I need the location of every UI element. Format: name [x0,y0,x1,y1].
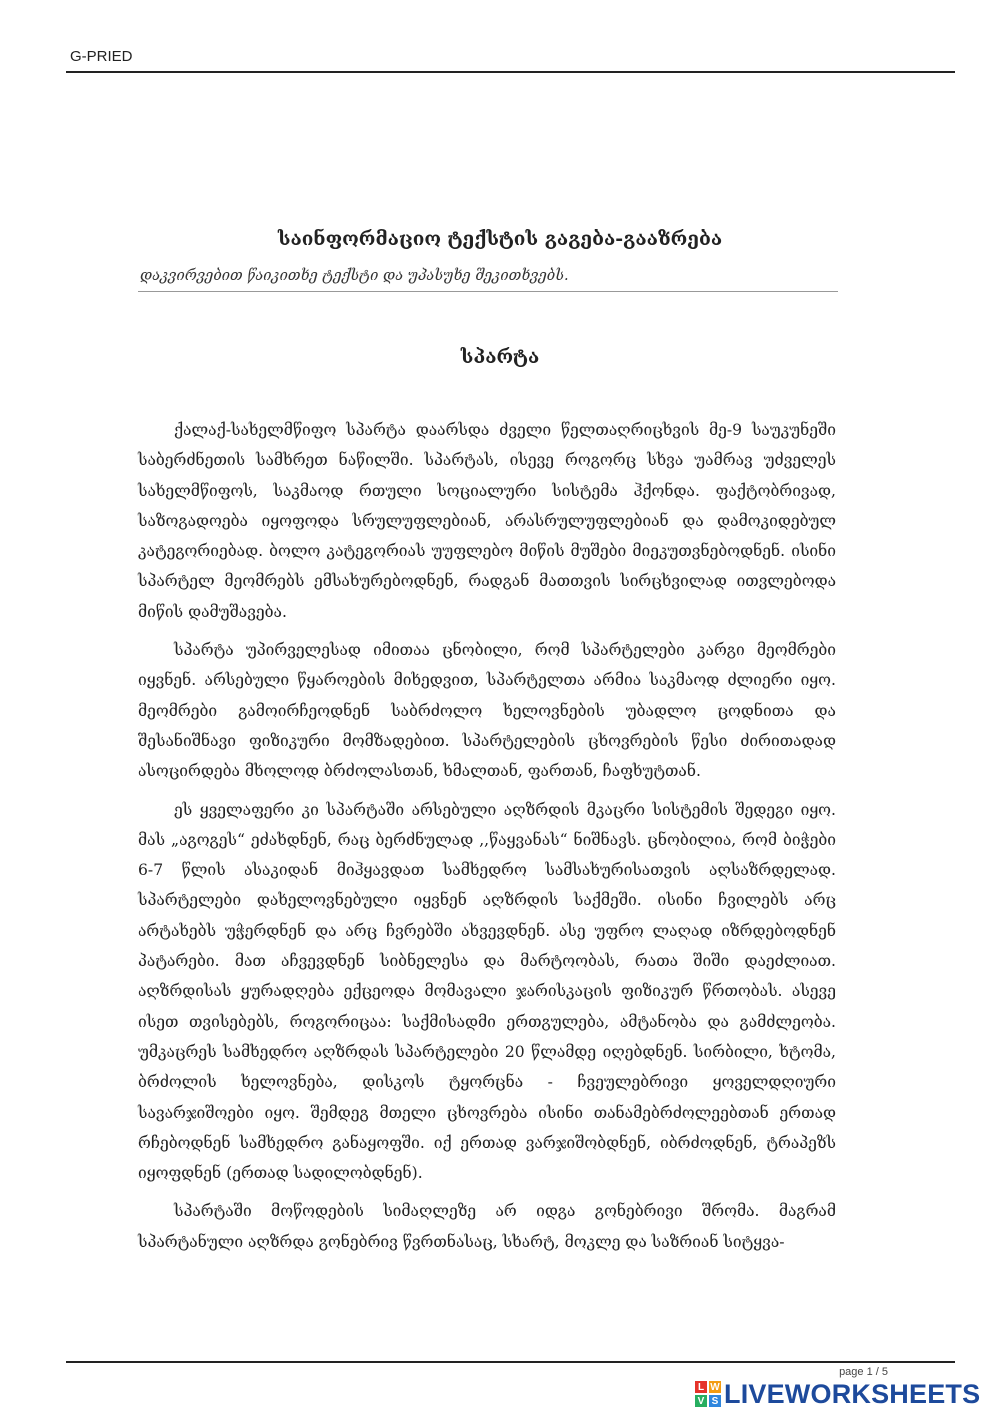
logo-mark-cell: W [710,1381,720,1393]
document-title: საინფორმაციო ტექსტის გაგება-გააზრება [277,228,723,250]
instruction-divider [138,291,838,292]
text-subtitle: სპარტა [460,346,540,368]
brand-label: G-PRIED [70,48,133,65]
logo-mark-icon [695,1381,721,1407]
page-number: page 1 / 5 [839,1366,888,1378]
logo-mark-cell: V [695,1395,707,1407]
paragraph-4: სპარტაში მოწოდების სიმაღლეზე არ იდგა გონებრივი შრომა. მაგრამ სპარტანული აღზრდა გონებრივ წვრთნასაც, სხარტ, მოკლე და საზრიან სიტყვა- [138,1202,836,1251]
reading-text [138,415,836,1265]
logo-text: LIVEWORKSHEETS [724,1378,981,1409]
paragraph-1: ქალაქ-სახელმწიფო სპარტა დაარსდა ძველი წელთაღრიცხვის მე-9 საუკუნეში საბერძნეთის სამხრეთ ნაწილში. სპარტას, ისევე როგორც სხვა უამრავ უძველეს სახელმწიფოს, საკმაოდ რთული სოციალური სისტემა ჰქონდა. ფაქტობრივად, საზოგადოება იყოფოდა სრულუფლებიან, არასრულუფლებიან და დამოკიდებულ კატეგორიებად. ბოლო კატეგორიას უუფლებო მიწის მუშები მიეკუთვნებოდნენ. ისინი სპარტელ მეომრებს ემსახურებოდნენ, რადგან მათთვის სირცხვილად ითვლებოდა მიწის დამუშავება. [138,421,836,621]
liveworksheets-logo[interactable] [695,1380,980,1408]
footer-divider [66,1361,955,1363]
paragraph-2: სპარტა უპირველესად იმითაა ცნობილი, რომ სპარტელები კარგი მეომრები იყვნენ. არსებული წყაროების მიხედვით, სპარტელთა არმია საკმაოდ ძლიერი იყო. მეომრები გამოირჩეოდნენ საბრძოლო ხელოვნების უბადლო ცოდნითა და შესანიშნავი ფიზიკური მომზადებით. სპარტელების ცხოვრების წესი ძირითადად ასოცირდება მხოლოდ ბრძოლასთან, ხმალთან, ფართან, ჩაფხუტთან. [138,641,836,781]
header-divider [66,71,955,73]
instruction-text: დაკვირვებით წაიკითხე ტექსტი და უპასუხე შეკითხვებს. [140,268,569,284]
logo-mark-cell: S [709,1395,721,1407]
logo-mark-cell: L [695,1381,707,1393]
paragraph-3: ეს ყველაფერი კი სპარტაში არსებული აღზრდის მკაცრი სისტემის შედეგი იყო. მას „აგოგეს“ ეძახდნენ, რაც ბერძნულად ,,წაყვანას“ ნიშნავს. ცნობილია, რომ ბიჭები 6-7 წლის ასაკიდან მიჰყავდათ სამხედრო სამსახურისათვის აღსაზრდელად. სპარტელები დახელოვნებული იყვნენ აღზრდის საქმეში. ისინი ჩვილებს არც არტახებს უჭერდნენ და არც ჩვრებში ახვევდნენ. ასე უფრო ლაღად იზრდებოდნენ პატარები. მათ აჩვევდნენ სიბნელესა და მარტოობას, რათა შიში დაეძლიათ. აღზრდისას ყურადღება ექცეოდა მომავალი ჯარისკაცის ფიზიკურ წრთობას. ასევე ისეთ თვისებებს, როგორიცაა: საქმისადმი ერთგულება, ამტანობა და გამძლეობა. უმკაცრეს სამხედრო აღზრდას სპარტელები 20 წლამდე იღებდნენ. სირბილი, ხტომა, ბრძოლის ხელოვნება, დისკოს ტყორცნა - ჩვეულებრივი ყოველდღიური სავარჯიშოები იყო. შემდეგ მთელი ცხოვრება ისინი თანამებრძოლეებთან ერთად რჩებოდნენ სამხედრო განაყოფში. იქ ერთად ვარჯიშობდნენ, იბრძოდნენ, ტრაპეზს იყოფდნენ (ერთად სადილობდნენ). [138,800,836,1183]
